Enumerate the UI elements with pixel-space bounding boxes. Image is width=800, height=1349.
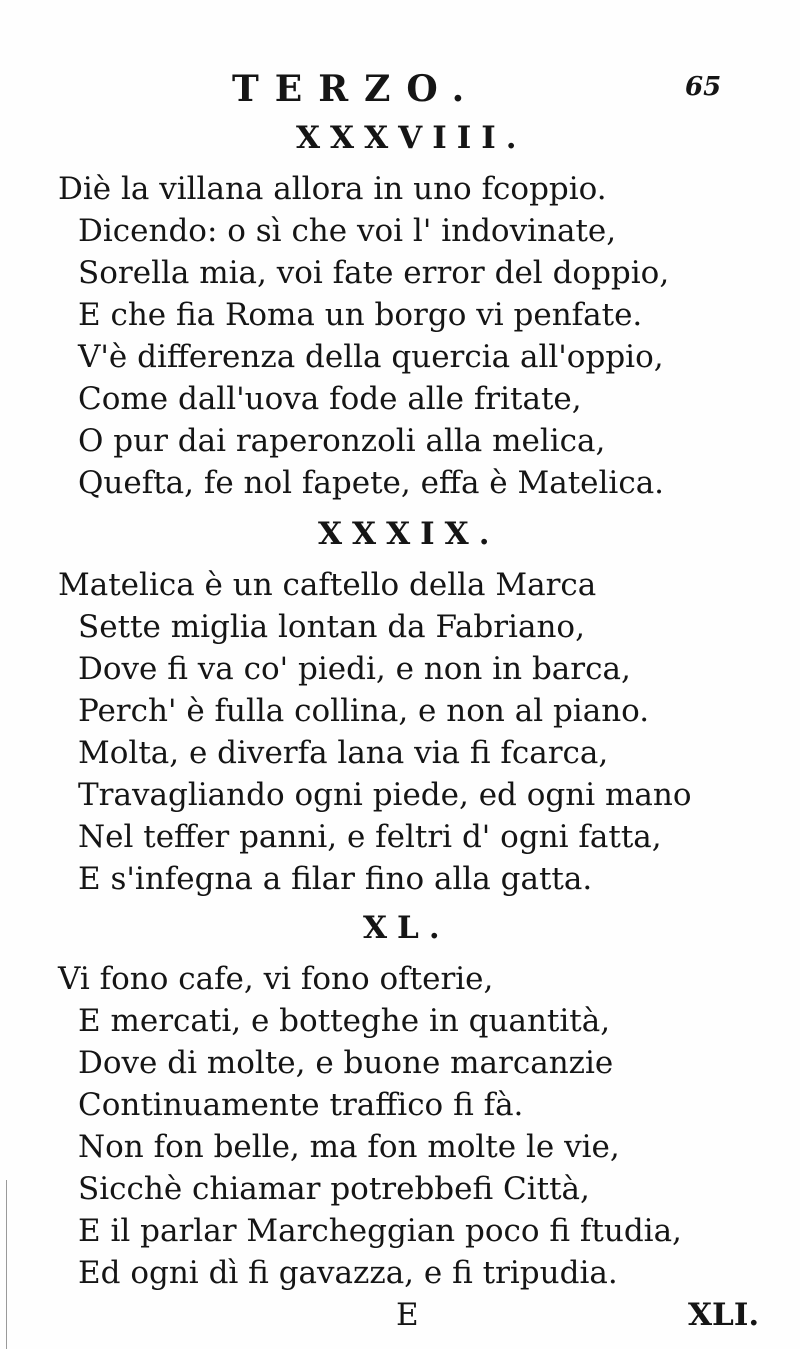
verse-line: Perch' è fulla collina, e non al piano.: [78, 693, 650, 729]
verse-line: Sicchè chiamar potrebbefi Città,: [78, 1171, 590, 1207]
verse-line: E che fia Roma un borgo vi penfate.: [78, 297, 643, 333]
running-title: TERZO.: [232, 68, 481, 110]
verse-line: Matelica è un caftello della Marca: [58, 567, 597, 603]
verse-line: Ed ogni dì fi gavazza, e fi tripudia.: [78, 1255, 618, 1291]
next-stanza-catchword: XLI.: [688, 1297, 760, 1333]
verse-line: Dicendo: o sì che voi l' indovinate,: [78, 213, 617, 249]
verse-line: Quefta, fe nol fapete, effa è Matelica.: [78, 465, 665, 501]
verse-line: Diè la villana allora in uno fcoppio.: [58, 171, 607, 207]
stanza-number: XXXVIII.: [296, 120, 527, 156]
verse-line: Sette miglia lontan da Fabriano,: [78, 609, 585, 645]
verse-line: Dove di molte, e buone marcanzie: [78, 1045, 614, 1081]
verse-line: E il parlar Marcheggian poco fi ftudia,: [78, 1213, 682, 1249]
verse-line: V'è differenza della quercia all'oppio,: [78, 339, 664, 375]
verse-line: Molta, e diverfa lana via fi fcarca,: [78, 735, 609, 771]
verse-line: E mercati, e botteghe in quantità,: [78, 1003, 611, 1039]
stanza-number: XL.: [363, 910, 450, 946]
verse-line: Non fon belle, ma fon molte le vie,: [78, 1129, 620, 1165]
verse-line: Nel teffer panni, e feltri d' ogni fatta,: [78, 819, 662, 855]
verse-line: O pur dai raperonzoli alla melica,: [78, 423, 606, 459]
verse-line: E s'infegna a filar fino alla gatta.: [78, 861, 593, 897]
page-number: 65: [685, 72, 722, 102]
catchword: E: [396, 1297, 419, 1333]
verse-line: Come dall'uova fode alle fritate,: [78, 381, 582, 417]
running-head: [0, 68, 800, 112]
verse-line: Vi fono cafe, vi fono ofterie,: [58, 961, 494, 997]
page-edge-line: [6, 1180, 7, 1349]
verse-line: Travagliando ogni piede, ed ogni mano: [78, 777, 692, 813]
verse-line: Dove fi va co' piedi, e non in barca,: [78, 651, 631, 687]
verse-line: Continuamente traffico fi fà.: [78, 1087, 524, 1123]
verse-line: Sorella mia, voi fate error del doppio,: [78, 255, 670, 291]
stanza-number: XXXIX.: [318, 516, 500, 552]
